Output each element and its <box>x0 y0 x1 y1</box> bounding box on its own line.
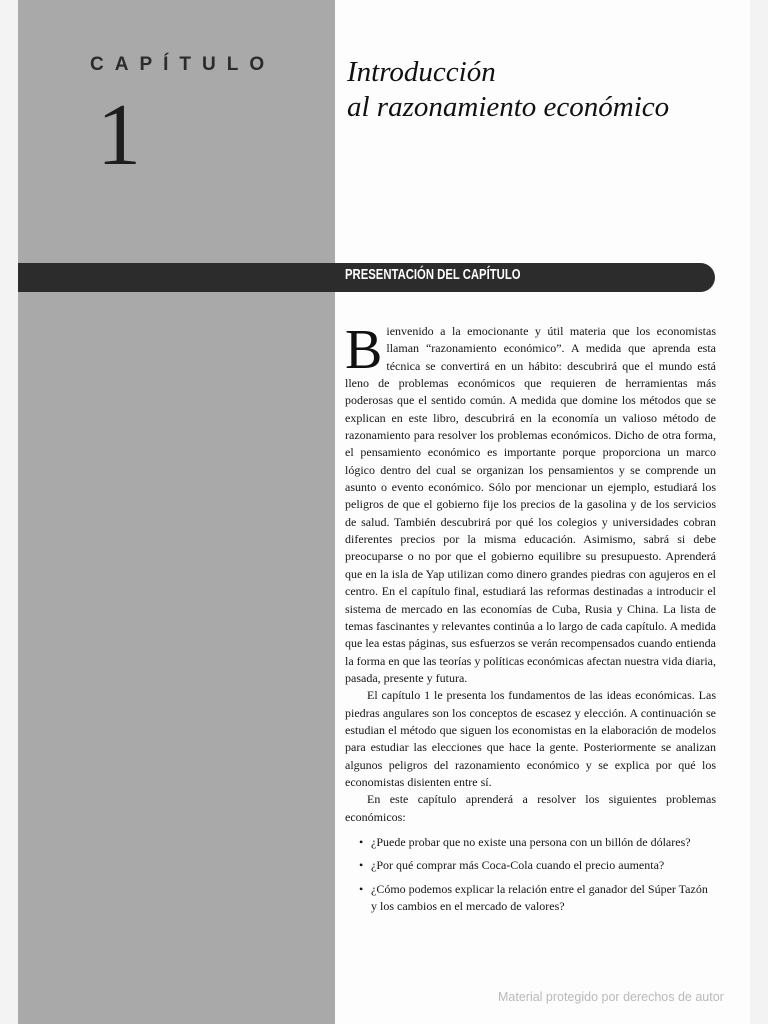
left-gray-panel <box>18 0 335 1024</box>
chapter-title <box>347 55 669 125</box>
section-banner-title: PRESENTACIÓN DEL CAPÍTULO <box>345 267 521 283</box>
list-item <box>359 857 716 874</box>
chapter-title-line1: Introducción <box>347 56 496 88</box>
list-item-text: ¿Cómo podemos explicar la relación entre el ganador del Súper Tazón y los cambios en el mercado de valores? <box>371 881 708 913</box>
paragraph-problems-intro: En este capítulo aprenderá a resolver los siguientes problemas económicos: <box>345 792 716 824</box>
chapter-label: CAPÍTULO <box>90 54 276 75</box>
list-item <box>359 881 716 916</box>
drop-cap: B <box>345 319 383 381</box>
list-item-text: ¿Puede probar que no existe una persona con un billón de dólares? <box>371 834 691 849</box>
bullet-icon: • <box>359 881 364 896</box>
bullet-icon: • <box>359 834 364 849</box>
list-item <box>359 834 716 851</box>
list-item-text: ¿Por qué comprar más Coca-Cola cuando el precio aumenta? <box>371 858 665 873</box>
chapter-number: 1 <box>97 87 141 184</box>
problems-list <box>345 834 716 915</box>
chapter-title-line2: al razonamiento económico <box>347 91 670 123</box>
paragraph-intro-text: ienvenido a la emocionante y útil materia que los economistas llaman “razonamiento económico”. A medida que aprenda esta técnica se convertirá en un hábito: descubrirá que el mundo está lleno de problemas económicos que requieren de herramientas más poderosas que el sentido común. A medida que domine los métodos que se explican en este libro, descubrirá en la economía un valioso método de razonamiento para resolver los problemas económicos. Dicho de otra forma, el pensamiento económico es importante porque proporciona un marco lógico dentro del cual se organizan los pensamientos y se comprende un asunto o evento económico. Sólo por mencionar un ejemplo, estudiará los peligros de que el gobierno fije los precios de la gasolina y de los servicios de salud. También descubrirá por qué los colegios y universidades cobran diferentes precios por la misma educación. Asimismo, sabrá si debe preocuparse o no por que el gobierno equilibre su presupuesto. Aprenderá que en la isla de Yap utilizan como dinero grandes piedras con agujeros en el centro. En el capítulo final, estudiará las reformas destinadas a introducir el sistema de mercado en las economías de Cuba, Rusia y China. La lista de temas fascinantes y relevantes continúa a lo largo de cada capítulo. A medida que lea estas páginas, sus esfuerzos se verán recompensados cuando entienda la forma en que las teorías y políticas económicas afectan nuestra vida diaria, pasada, presente y futura. <box>345 324 716 685</box>
bullet-icon: • <box>359 858 364 873</box>
copyright-watermark: Material protegido por derechos de autor <box>498 990 724 1004</box>
paragraph-intro <box>345 319 716 687</box>
paragraph-chapter-overview: El capítulo 1 le presenta los fundamentos de las ideas económicas. Las piedras angulares son los conceptos de escasez y elección. A continuación se estudian el método que siguen los economistas en la elaboración de modelos para estudiar las elecciones que hace la gente. Posteriormente se analizan algunos peligros del razonamiento económico y se explica por qué los economistas disienten entre sí. <box>345 688 716 789</box>
chapter-presentation-text <box>345 319 716 921</box>
